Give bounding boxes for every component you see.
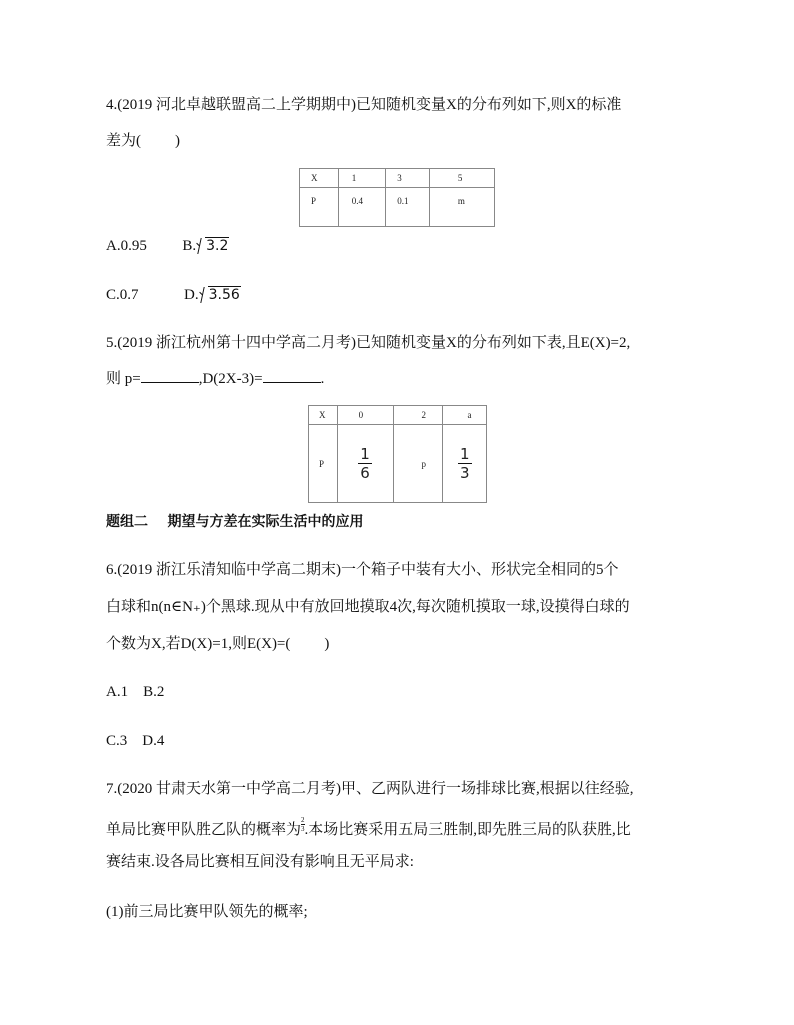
table-cell: 1 — [338, 169, 385, 188]
q7-stem-line2 — [106, 816, 631, 840]
table-cell: p — [393, 425, 443, 503]
q5-blank-p — [141, 370, 199, 383]
q5-text-a: 则 p= — [106, 371, 141, 387]
q4-option-a: A.0.95 — [106, 238, 147, 254]
table-row — [300, 188, 495, 227]
q4-stem-line2 — [106, 131, 180, 151]
sqrt-icon — [196, 236, 229, 256]
q4-paren-close: ) — [175, 133, 180, 149]
q6-paren-close: ) — [324, 636, 330, 652]
q4-option-b-label: B. — [182, 238, 197, 254]
q7-text-b: .本场比赛采用五局三胜制,即先胜三局的队获胜,比 — [304, 822, 631, 838]
q5-text-b: ,D(2X-3)= — [198, 371, 263, 387]
table-cell: P — [309, 425, 338, 503]
table-cell: X — [309, 406, 338, 425]
table-cell: P — [300, 188, 339, 227]
table-cell: a — [443, 406, 487, 425]
section-heading — [106, 512, 364, 532]
q7-stem-line1: 7.(2020 甘肃天水第一中学高二月考)甲、乙两队进行一场排球比赛,根据以往经验, — [106, 781, 634, 797]
table-cell — [337, 425, 393, 503]
fraction-numerator: 1 — [459, 445, 470, 463]
q4-stem-text: 差为( — [106, 133, 141, 149]
table-cell: 2 — [393, 406, 443, 425]
fraction — [358, 445, 372, 482]
q4-options-cd — [106, 285, 241, 305]
q7-text-a: 单局比赛甲队胜乙队的概率为 — [106, 822, 302, 838]
q4-distribution-table — [299, 168, 495, 227]
q7-stem-line3: 赛结束.设各局比赛相互间没有影响且无平局求: — [106, 854, 414, 870]
q6-stem-line2: 白球和n(n∈N₊)个黑球.现从中有放回地摸取4次,每次随机摸取一球,设摸得白球的 — [106, 599, 630, 615]
q5-stem-line1: 5.(2019 浙江杭州第十四中学高二月考)已知随机变量X的分布列如下表,且E(X)=2, — [106, 335, 631, 351]
table-cell: m — [429, 188, 494, 227]
table-cell: 3 — [386, 169, 430, 188]
q5-text-c: . — [320, 371, 325, 387]
table-row — [309, 406, 487, 425]
fraction-denominator: 3 — [301, 825, 305, 833]
table-cell: 0.4 — [338, 188, 385, 227]
table-cell: X — [300, 169, 339, 188]
table-row — [300, 169, 495, 188]
q4-options-ab — [106, 236, 229, 256]
q4-option-b-radicand: 3.2 — [206, 238, 229, 254]
q6-options-ab: A.1 B.2 — [106, 684, 165, 700]
q4-option-c: C.0.7 — [106, 287, 139, 303]
q4-option-d-radicand: 3.56 — [208, 287, 240, 303]
fraction-denominator: 6 — [360, 464, 370, 482]
q6-stem-line3 — [106, 634, 329, 654]
q5-blank-variance — [263, 370, 321, 383]
fraction-numerator: 1 — [360, 445, 370, 463]
fraction-numerator: 2 — [301, 816, 305, 824]
sqrt-icon — [199, 285, 241, 305]
table-cell — [443, 425, 487, 503]
q6-stem-text: 个数为X,若D(X)=1,则E(X)=( — [106, 636, 291, 652]
q4-stem-line1: 4.(2019 河北卓越联盟高二上学期期中)已知随机变量X的分布列如下,则X的标准 — [106, 97, 622, 113]
fraction-denominator: 3 — [459, 464, 470, 482]
table-cell: 5 — [429, 169, 494, 188]
table-row — [309, 425, 487, 503]
q5-distribution-table — [308, 405, 487, 503]
q5-stem-line2 — [106, 369, 324, 389]
q7-subquestion-1: (1)前三局比赛甲队领先的概率; — [106, 904, 308, 920]
table-cell: 0 — [337, 406, 393, 425]
section-heading-text: 题组二 期望与方差在实际生活中的应用 — [106, 514, 364, 530]
q4-option-d-label: D. — [184, 287, 199, 303]
fraction — [458, 445, 472, 482]
table-cell: 0.1 — [386, 188, 430, 227]
q6-options-cd: C.3 D.4 — [106, 733, 165, 749]
q6-stem-line1: 6.(2019 浙江乐清知临中学高二期末)一个箱子中装有大小、形状完全相同的5个 — [106, 562, 619, 578]
